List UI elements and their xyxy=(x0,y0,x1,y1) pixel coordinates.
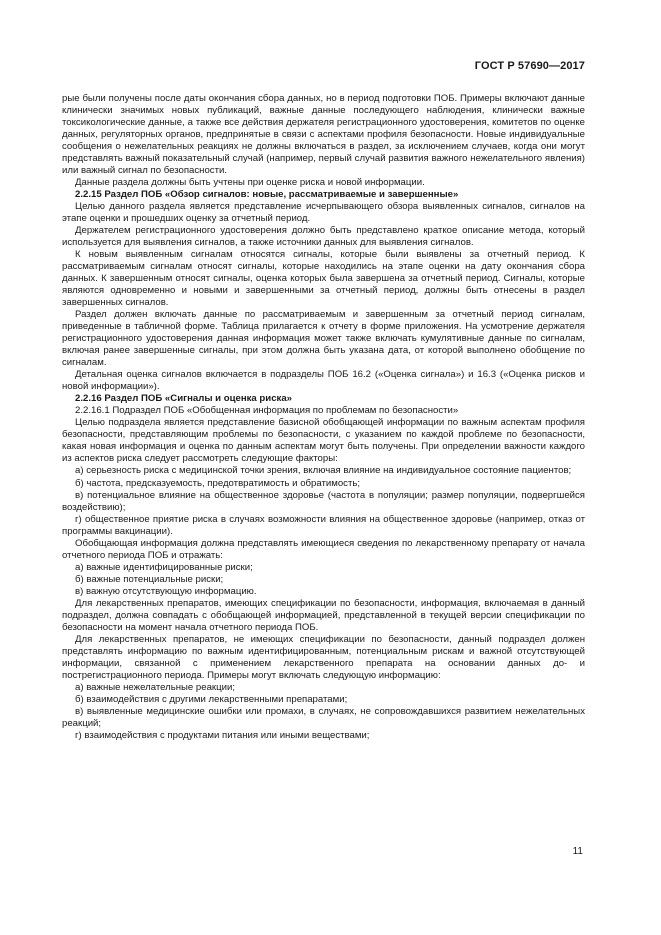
paragraph: Держателем регистрационного удостоверения должно быть представлено краткое описание метода, который используется для выявления сигналов, а также источники данных для выявления сигналов. xyxy=(62,225,585,249)
paragraph: б) частота, предсказуемость, предотвратимость и обратимость; xyxy=(75,477,361,489)
paragraph: а) важные нежелательные реакции; xyxy=(75,681,235,693)
paragraph: Обобщающая информация должна представлять имеющиеся сведения по лекарственному препарату от начала отчетного периода ПОБ и отражать: xyxy=(62,537,585,561)
paragraph: а) важные идентифицированные риски; xyxy=(75,561,253,573)
paragraph: б) важные потенциальные риски; xyxy=(75,573,224,585)
paragraph: б) взаимодействия с другими лекарственными препаратами; xyxy=(75,693,348,705)
paragraph: в) выявленные медицинские ошибки или промахи, в случаях, не сопровождавшихся развитием нежелательных реакций; xyxy=(62,705,585,729)
paragraph: 2.2.16.1 Подраздел ПОБ «Обобщенная информация по проблемам по безопасности» xyxy=(75,405,459,417)
paragraph: Целью подраздела является представление базисной обобщающей информации по важным аспектам профиля безопасности, представляющим проблемы по безопасности, с указанием по каждой проблеме по безопасности, какая новая информация и оценка по данным аспектам могут быть получены. При определении важности каждого из аспектов риска следует рассмотреть следующие факторы: xyxy=(62,417,585,465)
document-body xyxy=(62,93,585,742)
paragraph: г) взаимодействия с продуктами питания или иными веществами; xyxy=(75,729,370,741)
paragraph: Для лекарственных препаратов, не имеющих спецификации по безопасности, данный подраздел должен представлять информацию по важным идентифицированным, потенциальным рискам и важной отсутствующей информации, связанной с применением лекарственного препарата на основании данных до- и пострегистрационного периода. Примеры могут включать следующую информацию: xyxy=(62,633,585,681)
paragraph: Для лекарственных препаратов, имеющих спецификации по безопасности, информация, включаемая в данный подраздел, должна совпадать с обобщающей информацией, представленной в текущей версии спецификации по безопасности на момент начала отчетного периода ПОБ. xyxy=(62,597,585,633)
paragraph: К новым выявленным сигналам относятся сигналы, которые были выявлены за отчетный период. К рассматриваемым сигналам относят сигналы, которые находились на этапе оценки на дату окончания сбора данных. К завершенным относят сигналы, оценка которых была завершена за отчетный период. Сигналы, которые являются одновременно и новыми и завершенными за отчетный период, должны быть отнесены в раздел завершенных сигналов. xyxy=(62,249,585,309)
section-heading: 2.2.16 Раздел ПОБ «Сигналы и оценка риска» xyxy=(75,393,292,405)
paragraph: Раздел должен включать данные по рассматриваемым и завершенным за отчетный период сигналам, приведенные в табличной форме. Таблица прилагается к отчету в форме приложения. На усмотрение держателя регистрационного удостоверения данная информация может также включать кумулятивные данные по сигналам, включая ранее завершенные сигналы, при этом должна быть указана дата, от которой выполнено обобщение по сигналам. xyxy=(62,309,585,369)
paragraph: рые были получены после даты окончания сбора данных, но в период подготовки ПОБ. Примеры включают данные клинически значимых новых публикаций, важные данные последующего наблюдения, клинически важные токсикологические данные, а также все действия держателя регистрационного удостоверения, комитетов по оценке данных, регуляторных органов, предпринятые в связи с аспектами профиля безопасности. Новые индивидуальные сообщения о нежелательных реакциях не должны включаться в раздел, за исключением случаев, когда они могут представлять важный показательный случай (например, первый случай развития важного нежелательного явления) или важный сигнал по безопасности. xyxy=(62,93,585,177)
document-id-header: ГОСТ Р 57690—2017 xyxy=(474,60,585,72)
paragraph: в) важную отсутствующую информацию. xyxy=(75,585,257,597)
paragraph: Целью данного раздела является представление исчерпывающего обзора выявленных сигналов, сигналов на этапе оценки и прошедших оценку за отчетный период. xyxy=(62,201,585,225)
paragraph: в) потенциальное влияние на общественное здоровье (частота в популяции; размер популяции, подвергшейся воздействию); xyxy=(62,489,585,513)
paragraph: а) серьезность риска с медицинской точки зрения, включая влияние на индивидуальное состояние пациентов; xyxy=(75,465,572,477)
paragraph: Данные раздела должны быть учтены при оценке риска и новой информации. xyxy=(75,177,425,189)
paragraph: г) общественное приятие риска в случаях возможности влияния на общественное здоровье (например, отказ от программы вакцинации). xyxy=(62,513,585,537)
page-number: 11 xyxy=(572,846,583,857)
paragraph: Детальная оценка сигналов включается в подразделы ПОБ 16.2 («Оценка сигнала») и 16.3 («Оценка рисков и новой информации»). xyxy=(62,369,585,393)
section-heading: 2.2.15 Раздел ПОБ «Обзор сигналов: новые, рассматриваемые и завершенные» xyxy=(75,189,459,201)
